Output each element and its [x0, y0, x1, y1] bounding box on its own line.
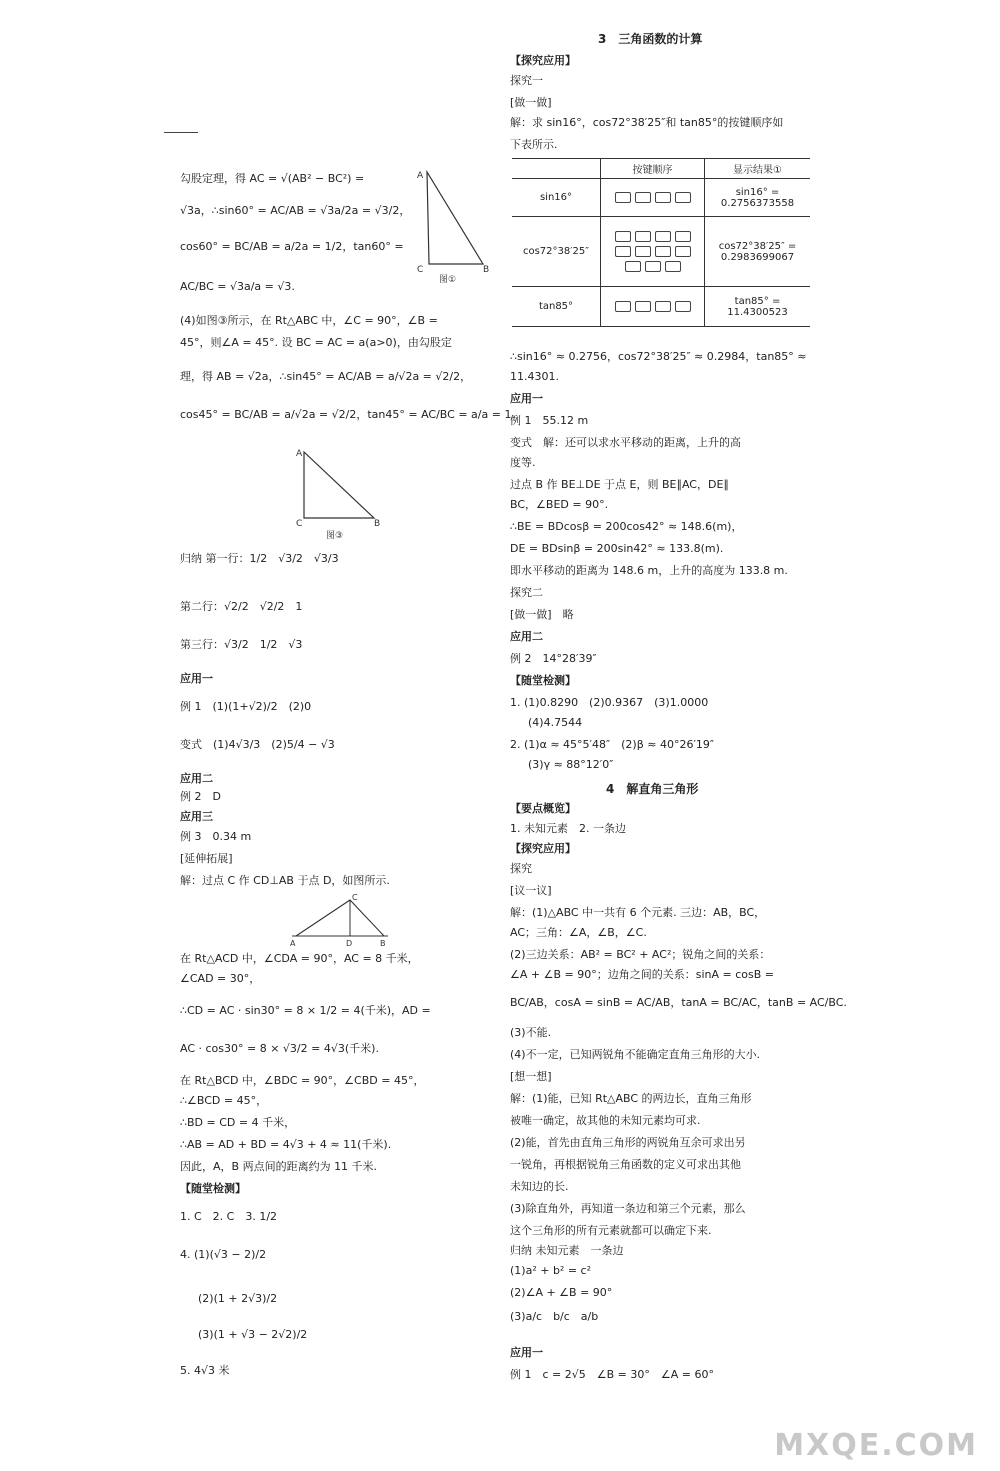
text-line: cos60° = BC/AB = a/2a = 1/2，tan60° = — [180, 240, 404, 253]
section-title-3: 3 三角函数的计算 — [598, 32, 703, 46]
key-icons — [601, 179, 705, 217]
calculator-key-icon — [655, 231, 671, 242]
label-a: A — [417, 171, 424, 181]
table-header: 显示结果① — [705, 159, 811, 179]
text-line: 例 1 c = 2√5 ∠B = 30° ∠A = 60° — [510, 1368, 714, 1381]
text-line: (3)除直角外，再知道一条边和第三个元素，那么 — [510, 1202, 746, 1215]
calculator-key-icon — [655, 192, 671, 203]
fig3-caption: 图③ — [326, 531, 344, 541]
calculator-key-icon — [675, 246, 691, 257]
calculator-key-icon — [675, 231, 691, 242]
text-line: (2)三边关系：AB² = BC² + AC²；锐角之间的关系： — [510, 948, 771, 961]
text-line: 探究 — [510, 862, 532, 875]
text-line: 第三行：√3/2 1/2 √3 — [180, 638, 303, 651]
calculator-key-icon — [645, 261, 661, 272]
calculator-key-icon — [675, 301, 691, 312]
text-line: 在 Rt△BCD 中，∠BDC = 90°，∠CBD = 45°， — [180, 1074, 425, 1087]
text-line: ∴AB = AD + BD = 4√3 + 4 ≈ 11(千米). — [180, 1138, 392, 1151]
watermark: MXQE.COM — [774, 1428, 978, 1463]
text-line: 1. (1)0.8290 (2)0.9367 (3)1.0000 — [510, 696, 709, 709]
extension-triangle-figure — [290, 892, 390, 948]
text-line: 【探究应用】 — [510, 54, 576, 67]
text-line: 即水平移动的距离为 148.6 m，上升的高度为 133.8 m. — [510, 564, 788, 577]
section-title-4: 4 解直角三角形 — [606, 782, 699, 796]
text-line: 例 1 (1)(1+√2)/2 (2)0 — [180, 700, 312, 713]
text-line: ∴BE = BDcosβ = 200cos42° ≈ 148.6(m)， — [510, 520, 743, 533]
text-line: (3)a/c b/c a/b — [510, 1310, 599, 1323]
label-b: B — [374, 519, 381, 529]
calculator-key-icon — [635, 231, 651, 242]
text-line: ∴CD = AC · sin30° = 8 × 1/2 = 4(千米)，AD = — [180, 1004, 431, 1017]
text-line: (1)a² + b² = c² — [510, 1264, 592, 1277]
text-line: 归纳 第一行：1/2 √3/2 √3/3 — [180, 552, 339, 565]
text-line: (3)γ ≈ 88°12′0″ — [528, 758, 614, 771]
text-line: 未知边的长. — [510, 1180, 569, 1193]
figure-3-triangle — [292, 446, 392, 546]
text-line: [做一做] 略 — [510, 608, 574, 621]
text-line: [延伸拓展] — [180, 852, 233, 865]
text-line: 5. 4√3 米 — [180, 1364, 230, 1377]
label-c: C — [417, 265, 424, 275]
text-line: 勾股定理，得 AC = √(AB² − BC²) = — [180, 172, 365, 185]
text-line: (4)如图③所示，在 Rt△ABC 中，∠C = 90°，∠B = — [180, 314, 438, 327]
key-sequence-table — [512, 158, 810, 327]
table-row — [512, 179, 810, 217]
text-line: 这个三角形的所有元素就都可以确定下来. — [510, 1224, 712, 1237]
table-cell: cos72°38′25″ — [512, 217, 601, 287]
text-line: 例 2 D — [180, 790, 221, 803]
text-line: 因此，A，B 两点间的距离约为 11 千米. — [180, 1160, 378, 1173]
text-line: 应用三 — [180, 810, 213, 823]
text-line: [想一想] — [510, 1070, 552, 1083]
calculator-key-icon — [655, 246, 671, 257]
text-line: 2. (1)α ≈ 45°5′48″ (2)β ≈ 40°26′19″ — [510, 738, 715, 751]
text-line: 1. 未知元素 2. 一条边 — [510, 822, 626, 835]
text-line: 应用二 — [510, 630, 543, 643]
label-b: B — [380, 939, 386, 948]
text-line: 例 3 0.34 m — [180, 830, 252, 843]
text-line: 【随堂检测】 — [180, 1182, 246, 1195]
text-line: ∴∠BCD = 45°， — [180, 1094, 268, 1107]
text-line: 解：过点 C 作 CD⊥AB 于点 D，如图所示. — [180, 874, 390, 887]
table-row — [512, 287, 810, 327]
text-line: (2)(1 + 2√3)/2 — [198, 1292, 278, 1305]
calculator-key-icon — [635, 192, 651, 203]
table-cell: sin16° = 0.2756373558 — [705, 179, 811, 217]
text-line: 例 2 14°28′39″ — [510, 652, 597, 665]
text-line: (4)4.7544 — [528, 716, 583, 729]
text-line: ∴BD = CD = 4 千米， — [180, 1116, 296, 1129]
text-line: 下表所示. — [510, 138, 558, 151]
text-line: 【随堂检测】 — [510, 674, 576, 687]
text-line: [议一议] — [510, 884, 552, 897]
label-d: D — [346, 939, 353, 948]
calculator-key-icon — [615, 246, 631, 257]
text-line: (4)不一定，已知两锐角不能确定直角三角形的大小. — [510, 1048, 761, 1061]
calculator-key-icon — [675, 192, 691, 203]
label-c: C — [296, 519, 303, 529]
text-line: 变式 (1)4√3/3 (2)5/4 − √3 — [180, 738, 335, 751]
text-line: (3)(1 + √3 − 2√2)/2 — [198, 1328, 308, 1341]
fig1-caption: 图① — [439, 275, 457, 285]
text-line: AC · cos30° = 8 × √3/2 = 4√3(千米). — [180, 1042, 379, 1055]
text-line: ∴sin16° ≈ 0.2756，cos72°38′25″ ≈ 0.2984，tan85° ≈ — [510, 350, 807, 363]
text-line: 第二行：√2/2 √2/2 1 — [180, 600, 303, 613]
calculator-key-icon — [635, 301, 651, 312]
text-line: 归纳 未知元素 一条边 — [510, 1244, 624, 1257]
label-c: C — [352, 893, 358, 902]
text-line: (2)∠A + ∠B = 90° — [510, 1286, 613, 1299]
text-line: 应用一 — [510, 392, 543, 405]
calculator-key-icon — [615, 301, 631, 312]
text-line: 探究一 — [510, 74, 543, 87]
text-line: BC/AB，cosA = sinB = AC/AB，tanA = BC/AC，tanB = AC/BC. — [510, 996, 847, 1009]
text-line: 解：(1)△ABC 中一共有 6 个元素. 三边：AB，BC， — [510, 906, 766, 919]
key-icons — [601, 287, 705, 327]
text-line: AC/BC = √3a/a = √3. — [180, 280, 295, 293]
text-line: ∠A + ∠B = 90°；边角之间的关系：sinA = cosB = — [510, 968, 774, 981]
text-line: 解：求 sin16°，cos72°38′25″和 tan85°的按键顺序如 — [510, 116, 784, 129]
calculator-key-icon — [615, 231, 631, 242]
text-line: 过点 B 作 BE⊥DE 于点 E，则 BE∥AC，DE∥ — [510, 478, 729, 491]
text-line: DE = BDsinβ = 200sin42° ≈ 133.8(m). — [510, 542, 724, 555]
text-line: 变式 解：还可以求水平移动的距离，上升的高 — [510, 436, 741, 449]
text-line: 解：(1)能，已知 Rt△ABC 的两边长，直角三角形 — [510, 1092, 752, 1105]
table-cell: tan85° = 11.4300523 — [705, 287, 811, 327]
text-line: 应用一 — [510, 1346, 543, 1359]
text-line: 45°，则∠A = 45°. 设 BC = AC = a(a>0)，由勾股定 — [180, 336, 452, 349]
text-line: 应用二 — [180, 772, 213, 785]
label-a: A — [290, 939, 296, 948]
text-line: (2)能，首先由直角三角形的两锐角互余可求出另 — [510, 1136, 746, 1149]
label-a: A — [296, 449, 303, 459]
table-header-row — [512, 159, 810, 179]
table-row — [512, 217, 810, 287]
text-line: 理，得 AB = √2a，∴sin45° = AC/AB = a/√2a = √2/2， — [180, 370, 472, 383]
calculator-key-icon — [615, 192, 631, 203]
text-line: 【探究应用】 — [510, 842, 576, 855]
top-rule — [164, 132, 198, 133]
calculator-key-icon — [625, 261, 641, 272]
key-icons — [601, 217, 705, 287]
label-b: B — [483, 265, 490, 275]
table-cell: cos72°38′25″ = 0.2983699067 — [705, 217, 811, 287]
text-line: 【要点概览】 — [510, 802, 576, 815]
text-line: BC，∠BED = 90°. — [510, 498, 609, 511]
text-line: cos45° = BC/AB = a/√2a = √2/2，tan45° = AC/BC = a/a = 1. — [180, 408, 515, 421]
calculator-key-icon — [655, 301, 671, 312]
text-line: 应用一 — [180, 672, 213, 685]
text-line: √3a，∴sin60° = AC/AB = √3a/2a = √3/2， — [180, 204, 411, 217]
text-line: 4. (1)(√3 − 2)/2 — [180, 1248, 267, 1261]
text-line: ∠CAD = 30°， — [180, 972, 261, 985]
text-line: (3)不能. — [510, 1026, 552, 1039]
table-cell: sin16° — [512, 179, 601, 217]
calculator-key-icon — [635, 246, 651, 257]
text-line: 探究二 — [510, 586, 543, 599]
calculator-key-icon — [665, 261, 681, 272]
text-line: [做一做] — [510, 96, 552, 109]
text-line: 1. C 2. C 3. 1/2 — [180, 1210, 278, 1223]
text-line: 11.4301. — [510, 370, 559, 383]
table-cell: tan85° — [512, 287, 601, 327]
text-line: 例 1 55.12 m — [510, 414, 589, 427]
text-line: 被唯一确定，故其他的未知元素均可求. — [510, 1114, 701, 1127]
text-line: 一锐角，再根据锐角三角函数的定义可求出其他 — [510, 1158, 741, 1171]
table-header — [512, 159, 601, 179]
text-line: 度等. — [510, 456, 536, 469]
text-line: 在 Rt△ACD 中，∠CDA = 90°，AC = 8 千米， — [180, 952, 419, 965]
text-line: AC；三角：∠A，∠B，∠C. — [510, 926, 647, 939]
table-header: 按键顺序 — [601, 159, 705, 179]
figure-1-triangle — [415, 168, 495, 288]
